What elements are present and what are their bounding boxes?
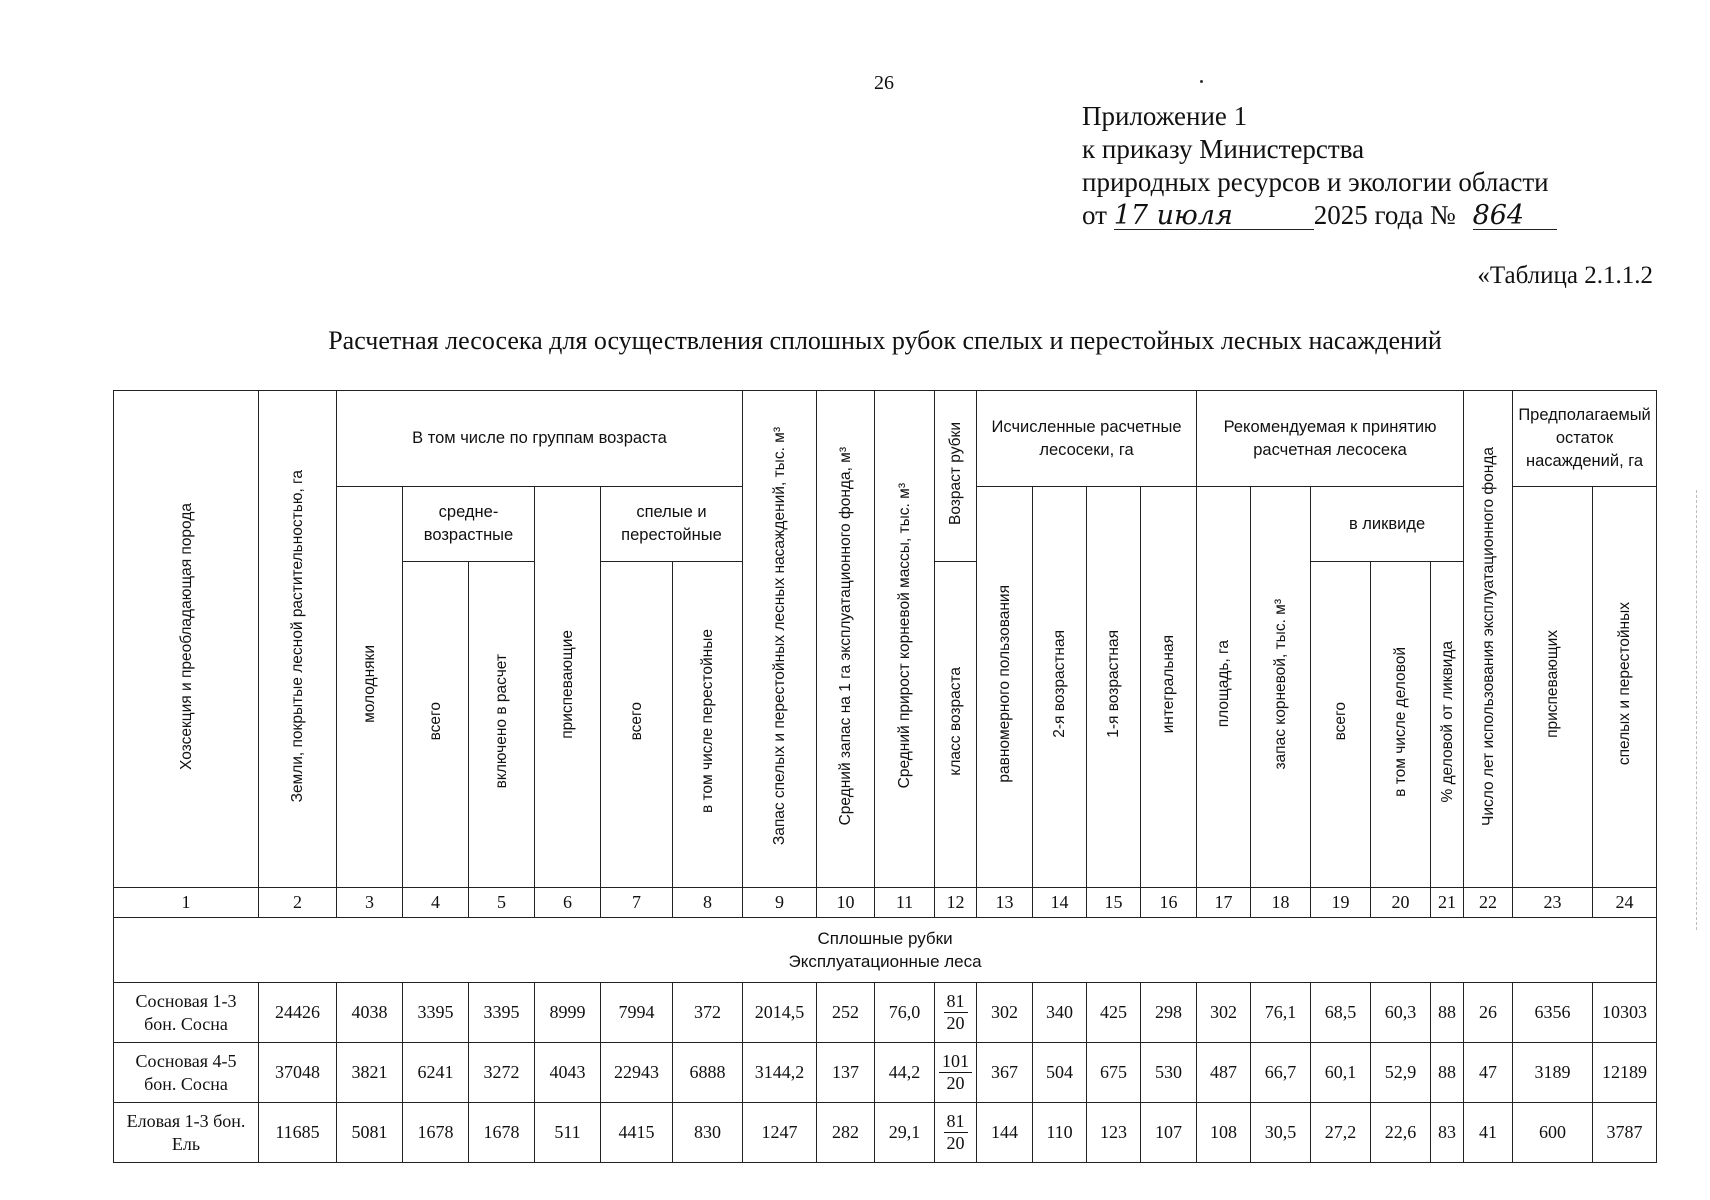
column-number: 12 [935,888,977,918]
table-cell: 37048 [259,1043,337,1103]
table-cell: 44,2 [875,1043,935,1103]
table-cell: 302 [977,983,1033,1043]
header-mid-total: всего [403,562,469,888]
column-number: 3 [337,888,403,918]
column-number: 11 [875,888,935,918]
table-cell: 123 [1087,1103,1141,1163]
table-cell: 30,5 [1251,1103,1311,1163]
column-number: 1 [114,888,259,918]
header-overmature: в том числе перестойные [673,562,743,888]
header-calculated: Исчисленные расчетные лесосеки, га [977,391,1197,487]
table-row [114,1043,1657,1103]
table-cell: 2014,5 [743,983,817,1043]
table-cell: 3144,2 [743,1043,817,1103]
header-premature: приспевающие [535,487,601,888]
table-cell: 3787 [1593,1103,1657,1163]
table-cell: 5081 [337,1103,403,1163]
header-2nd-age: 2-я возрастная [1033,487,1087,888]
column-number: 9 [743,888,817,918]
appendix-block [1082,100,1557,232]
table-cell: 3395 [403,983,469,1043]
table-cell: 7994 [601,983,673,1043]
table-cell: 10303 [1593,983,1657,1043]
handwritten-date: 17 июля [1114,203,1314,230]
column-number: 23 [1513,888,1593,918]
header-recommended: Рекомендуемая к принятию расчетная лесосека [1197,391,1464,487]
column-number: 18 [1251,888,1311,918]
section-header [114,918,1657,983]
table-cell: 29,1 [875,1103,935,1163]
table-cell: 1247 [743,1103,817,1163]
table-cell: 8999 [535,983,601,1043]
table-cell: 11685 [259,1103,337,1163]
header-rem-premature: приспевающих [1513,487,1593,888]
age-class-fraction [935,1103,977,1163]
table-cell: 110 [1033,1103,1087,1163]
table-cell: 252 [817,983,875,1043]
table-cell: 298 [1141,983,1197,1043]
header-middle-aged: средне-возрастные [403,487,535,562]
table-row [114,983,1657,1043]
header-mature-stock: Запас спелых и перестойных лесных насаждений, тыс. м³ [743,391,817,888]
age-class-period: 20 [946,1012,965,1033]
table-cell: 83 [1431,1103,1464,1163]
table-cell: 52,9 [1371,1043,1431,1103]
column-number: 19 [1311,888,1371,918]
table-cell: 372 [673,983,743,1043]
column-number: 6 [535,888,601,918]
column-number: 5 [469,888,535,918]
table-cell: 76,0 [875,983,935,1043]
column-number: 22 [1464,888,1513,918]
table-cell: 26 [1464,983,1513,1043]
document-title: Расчетная лесосека для осуществления сплошных рубок спелых и перестойных лесных насаждений [328,326,1442,355]
header-species: Хозсекция и преобладающая порода [114,391,259,888]
header-business-percent: % деловой от ликвида [1431,562,1464,888]
table-cell: 6241 [403,1043,469,1103]
header-years-use: Число лет использования эксплуатационного фонда [1464,391,1513,888]
table-cell: 282 [817,1103,875,1163]
table-row [114,1103,1657,1163]
header-liquid: в ликвиде [1311,487,1464,562]
header-mid-included: включено в расчет [469,562,535,888]
table-cell: 88 [1431,1043,1464,1103]
header-uniform: равномерного пользования [977,487,1033,888]
header-liquid-total: всего [1311,562,1371,888]
table-cell: 302 [1197,983,1251,1043]
table-cell: 27,2 [1311,1103,1371,1163]
table-cell: 3821 [337,1043,403,1103]
table-cell: 12189 [1593,1043,1657,1103]
column-number: 10 [817,888,875,918]
section-subtitle: Эксплуатационные леса [788,952,982,971]
header-cut-age: Возраст рубки [935,391,977,562]
table-cell: 108 [1197,1103,1251,1163]
header-forest-land: Земли, покрытые лесной растительностью, га [259,391,337,888]
table-cell: 511 [535,1103,601,1163]
column-number: 7 [601,888,673,918]
table-cell: 600 [1513,1103,1593,1163]
appendix-line-1: Приложение 1 [1082,101,1248,131]
row-species-name: Сосновая 1-3 бон. Сосна [114,983,259,1043]
column-number: 8 [673,888,743,918]
table-cell: 6888 [673,1043,743,1103]
table-cell: 3272 [469,1043,535,1103]
row-species-name: Сосновая 4-5 бон. Сосна [114,1043,259,1103]
header-mature: спелые и перестойные [601,487,743,562]
header-age-groups: В том числе по группам возраста [337,391,743,487]
header-avg-stock: Средний запас на 1 га эксплуатационного фонда, м³ [817,391,875,888]
table-cell: 6356 [1513,983,1593,1043]
table-cell: 830 [673,1103,743,1163]
table-cell: 340 [1033,983,1087,1043]
appendix-date-line [1082,199,1557,232]
table-cell: 1678 [469,1103,535,1163]
column-number: 2 [259,888,337,918]
table-number: «Таблица 2.1.1.2 [1477,262,1653,289]
table-cell: 4415 [601,1103,673,1163]
table-cell: 41 [1464,1103,1513,1163]
header-age-class: класс возраста [935,562,977,888]
age-class-value: 81 [944,1111,968,1133]
table-cell: 22,6 [1371,1103,1431,1163]
column-number: 4 [403,888,469,918]
age-class-period: 20 [946,1072,965,1093]
table-cell: 3395 [469,983,535,1043]
table-cell: 4043 [535,1043,601,1103]
column-number: 24 [1593,888,1657,918]
table-cell: 675 [1087,1043,1141,1103]
header-remainder: Предполагаемый остаток насаждений, га [1513,391,1657,487]
table-cell: 487 [1197,1043,1251,1103]
table-cell: 137 [817,1043,875,1103]
header-rem-mature: спелых и перестойных [1593,487,1657,888]
section-title: Сплошные рубки [817,929,953,948]
table-cell: 66,7 [1251,1043,1311,1103]
column-number: 21 [1431,888,1464,918]
appendix-line-3: природных ресурсов и экологии области [1082,167,1549,197]
column-number: 13 [977,888,1033,918]
table-cell: 4038 [337,983,403,1043]
table-cell: 88 [1431,983,1464,1043]
table-cell: 68,5 [1311,983,1371,1043]
column-number: 20 [1371,888,1431,918]
table-cell: 1678 [403,1103,469,1163]
page-number: 26 [874,72,894,94]
table-cell: 504 [1033,1043,1087,1103]
column-number: 15 [1087,888,1141,918]
table-cell: 60,1 [1311,1043,1371,1103]
row-species-name: Еловая 1-3 бон. Ель [114,1103,259,1163]
forest-cutting-table [113,390,1656,1163]
table-cell: 144 [977,1103,1033,1163]
header-root-stock: запас корневой, тыс. м³ [1251,487,1311,888]
age-class-value: 81 [944,991,968,1013]
column-number: 16 [1141,888,1197,918]
table-cell: 3189 [1513,1043,1593,1103]
year-label: 2025 года № [1313,200,1456,230]
table-cell: 425 [1087,983,1141,1043]
header-young: молодняки [337,487,403,888]
table-cell: 107 [1141,1103,1197,1163]
age-class-fraction [935,983,977,1043]
header-liquid-business: в том числе деловой [1371,562,1431,888]
column-numbers-row [114,888,1657,918]
header-avg-growth: Средний прирост корневой массы, тыс. м³ [875,391,935,888]
appendix-line-2: к приказу Министерства [1082,134,1365,164]
table-cell: 47 [1464,1043,1513,1103]
age-class-period: 20 [946,1132,965,1153]
table-cell: 76,1 [1251,983,1311,1043]
header-1st-age: 1-я возрастная [1087,487,1141,888]
table-cell: 60,3 [1371,983,1431,1043]
scan-margin-marks [1696,490,1698,930]
table-cell: 367 [977,1043,1033,1103]
scan-speck [1200,80,1203,83]
header-integral: интегральная [1141,487,1197,888]
table-cell: 530 [1141,1043,1197,1103]
handwritten-number: 864 [1473,203,1557,230]
age-class-fraction [935,1043,977,1103]
table-cell: 24426 [259,983,337,1043]
column-number: 17 [1197,888,1251,918]
table-cell: 22943 [601,1043,673,1103]
from-label: от [1082,200,1107,230]
header-mature-total: всего [601,562,673,888]
header-area: площадь, га [1197,487,1251,888]
column-number: 14 [1033,888,1087,918]
age-class-value: 101 [939,1051,972,1073]
